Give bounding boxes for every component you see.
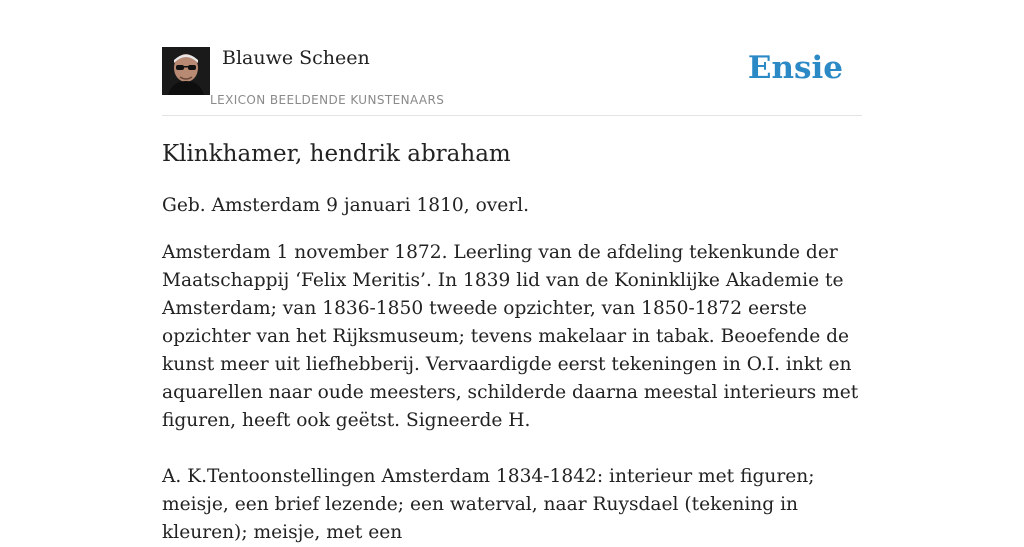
article-paragraph: A. K.Tentoonstellingen Amsterdam 1834-1842: interieur met figuren; meisje, een brief lezende; een waterval, naar Ruysdael (tekening in kleuren); meisje, met een [162, 466, 815, 543]
page-header [162, 0, 862, 116]
ensie-logo[interactable]: Ensie [747, 50, 843, 86]
author-name[interactable]: Blauwe Scheen [222, 47, 370, 69]
article-title: Klinkhamer, hendrik abraham [162, 141, 511, 167]
category-label[interactable]: LEXICON BEELDENDE KUNSTENAARS [210, 93, 445, 107]
article-paragraph: Geb. Amsterdam 9 januari 1810, overl. [162, 195, 530, 216]
article-paragraph: Amsterdam 1 november 1872. Leerling van de afdeling tekenkunde der Maatschappij ‘Felix Meritis’. In 1839 lid van de Koninklijke Akademie te Amsterdam; van 1836-1850 tweede opzichter, van 1850-1872 eerste opzichter van het Rijksmuseum; tevens makelaar in tabak. Beoefende de kunst meer uit liefhebberij. Vervaardigde eerst tekeningen in O.I. inkt en aquarellen naar oude meesters, schilderde daarna meestal interieurs met figuren, heeft ook geëtst. Signeerde H. [162, 242, 859, 431]
avatar-portrait-icon [162, 47, 210, 95]
author-avatar[interactable] [162, 47, 210, 95]
page-container [162, 0, 862, 543]
